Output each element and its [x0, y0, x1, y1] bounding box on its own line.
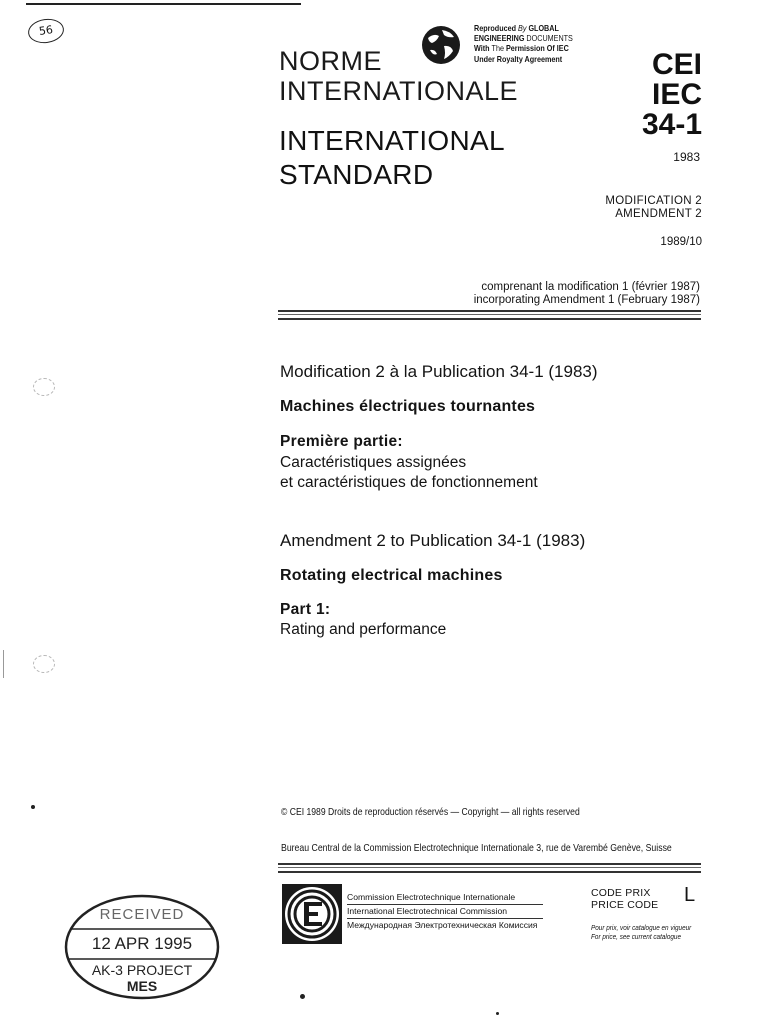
- publication-year: 1983: [673, 150, 700, 164]
- reproduction-notice: Reproduced By GLOBAL ENGINEERING DOCUMENTS With The Permission Of IEC Under Royalty Agreement: [474, 23, 573, 64]
- french-subject: Machines électriques tournantes: [280, 398, 536, 415]
- short-rule: [282, 871, 344, 872]
- english-description: Rating and performance: [280, 621, 447, 638]
- globe-icon: [420, 24, 462, 66]
- modification-label: MODIFICATION 2 AMENDMENT 2: [605, 195, 702, 220]
- standard-designation: [642, 50, 702, 140]
- scan-artifact: [33, 655, 55, 673]
- iec-logo-icon: [282, 884, 342, 944]
- price-code-value: L: [684, 884, 696, 906]
- copyright-notice: © CEI 1989 Droits de reproduction réservés — Copyright — all rights reserved: [281, 806, 580, 818]
- incorporating-note: comprenant la modification 1 (février 1987) incorporating Amendment 1 (February 1987): [473, 281, 700, 306]
- scan-artifact: [496, 1012, 499, 1015]
- bureau-address: Bureau Central de la Commission Electrotechnique Internationale 3, rue de Varembé Genève, Suisse: [281, 842, 672, 854]
- modification-date: 1989/10: [660, 236, 702, 248]
- top-rule: [26, 3, 301, 5]
- standard-line-1: INTERNATIONAL: [279, 125, 505, 156]
- french-part: Première partie:: [280, 433, 403, 450]
- english-title: Amendment 2 to Publication 34-1 (1983): [280, 531, 586, 550]
- price-note: Pour prix, voir catalogue en vigueur For price, see current catalogue: [591, 923, 692, 941]
- scan-artifact: [300, 994, 305, 999]
- standard-line-2: STANDARD: [279, 159, 434, 190]
- designation-cei: CEI: [651, 48, 702, 81]
- designation-number: 34-1: [641, 108, 702, 141]
- french-title: Modification 2 à la Publication 34-1 (1983): [280, 362, 598, 381]
- scan-artifact: [3, 650, 4, 678]
- scan-artifact: [31, 805, 35, 809]
- price-code-label: CODE PRIX PRICE CODE: [591, 887, 659, 911]
- designation-iec: IEC: [651, 78, 702, 111]
- circled-page-number: 56: [27, 17, 66, 46]
- norme-line-2: INTERNATIONALE: [279, 76, 519, 106]
- english-subject: Rotating electrical machines: [280, 567, 503, 584]
- english-part: Part 1:: [280, 601, 331, 618]
- scan-artifact: [33, 378, 55, 396]
- received-stamp: RECEIVED 12 APR 1995 AK-3 PROJECT MES: [62, 892, 222, 1002]
- norme-line-1: NORME: [279, 46, 382, 76]
- french-description: Caractéristiques assignées et caractéristiques de fonctionnement: [280, 454, 538, 491]
- commission-names: Commission Electrotechnique Internationale International Electrotechnical Commission Международная Электротехническая Комиссия: [347, 891, 543, 932]
- international-standard-title: [279, 124, 505, 192]
- header-divider: [278, 310, 701, 320]
